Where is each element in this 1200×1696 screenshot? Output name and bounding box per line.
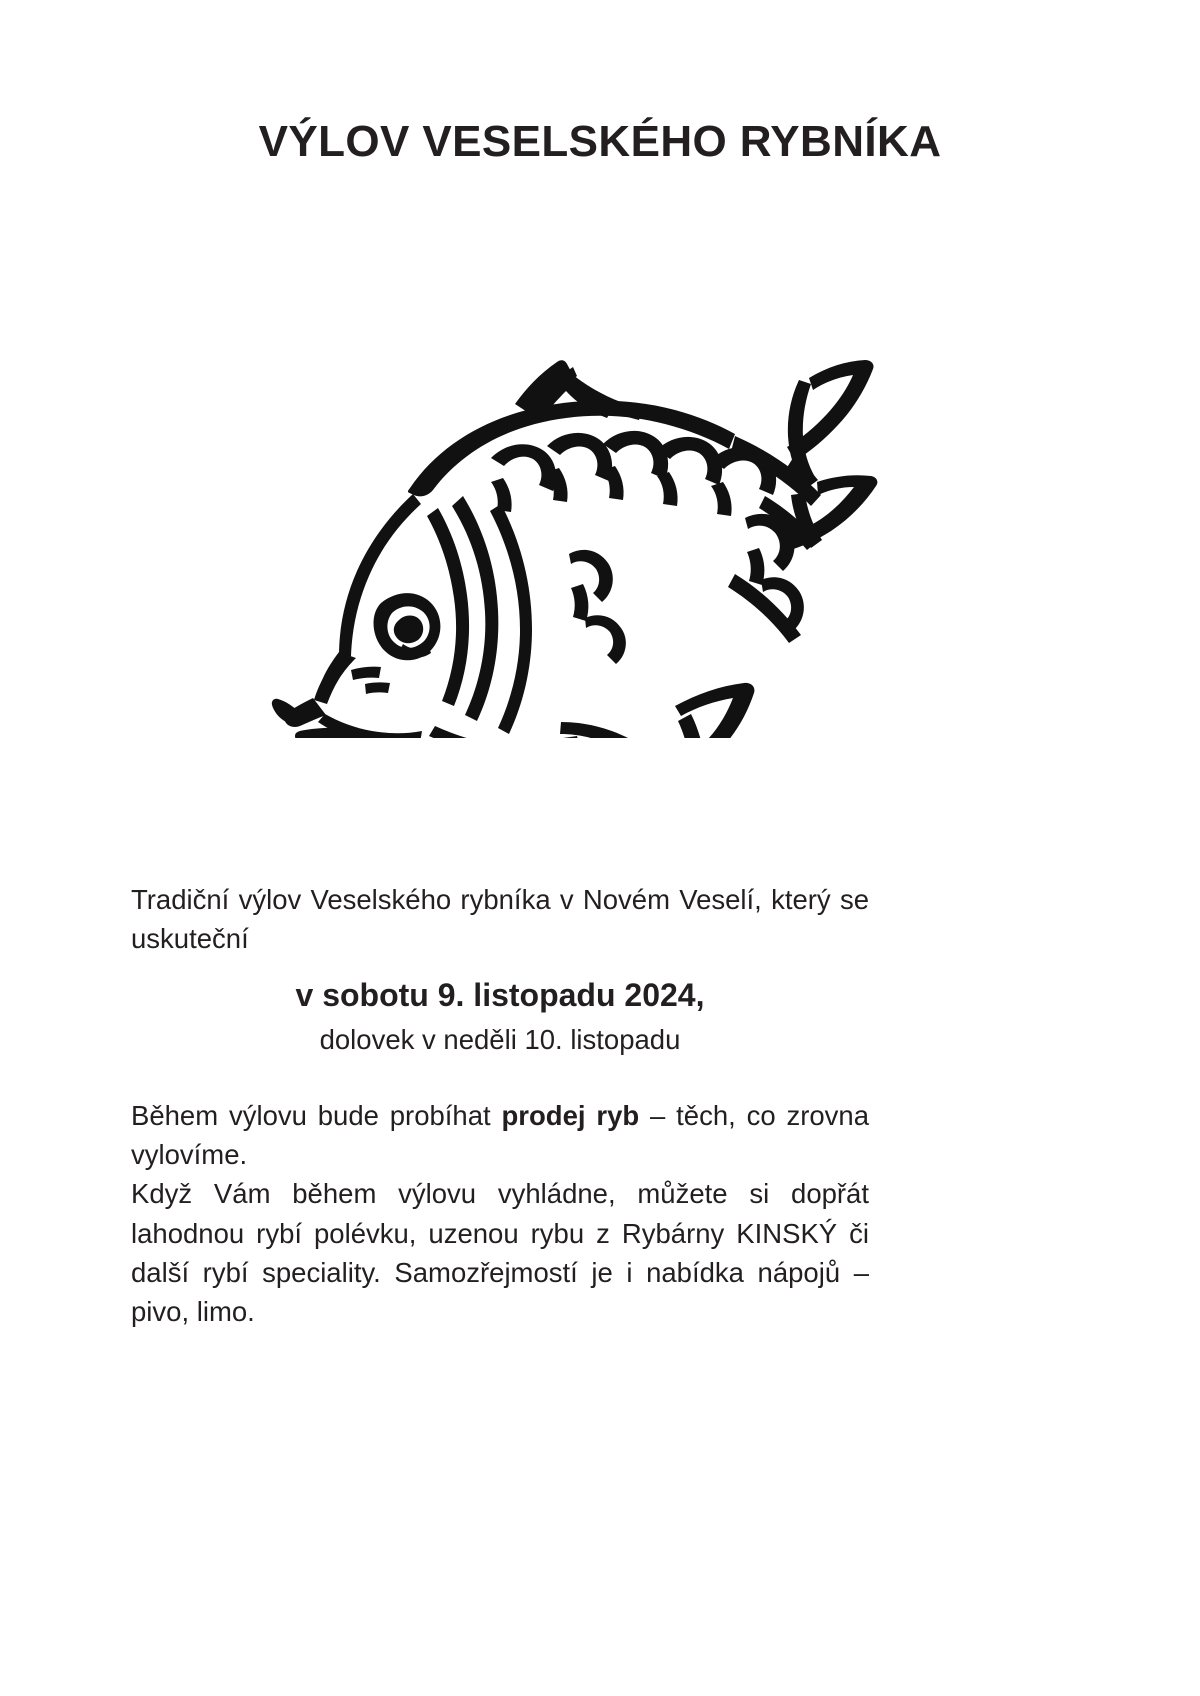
carp-fish-illustration: [205, 318, 885, 738]
title-block: [0, 118, 1200, 166]
page-title: VÝLOV VESELSKÉHO RYBNÍKA: [258, 117, 942, 166]
paragraph-spacer: [131, 1060, 869, 1096]
event-date-sub: dolovek v neděli 10. listopadu: [319, 1024, 681, 1056]
event-date-main: v sobotu 9. listopadu 2024,: [295, 977, 705, 1014]
refreshments-text: Když Vám během výlovu vyhládne, můžete si dopřát lahodnou rybí polévku, uzenou rybu z Rybárny KINSKÝ či další rybí speciality. Samozřejmostí je i nabídka nápojů – pivo, limo.: [131, 1178, 869, 1327]
body-text-block: [131, 880, 869, 1331]
fish-sale-after: – těch, co zrovna vylovíme.: [131, 1100, 870, 1171]
fish-sale-before: Během výlovu bude probíhat: [131, 1100, 502, 1132]
intro-text: Tradiční výlov Veselského rybníka v Novém Veselí, který se uskuteční: [131, 884, 869, 955]
refreshments-paragraph: [131, 1174, 869, 1330]
intro-paragraph: [131, 880, 869, 958]
fish-sale-paragraph: [131, 1096, 869, 1174]
fish-sale-highlight: prodej ryb: [501, 1100, 640, 1132]
